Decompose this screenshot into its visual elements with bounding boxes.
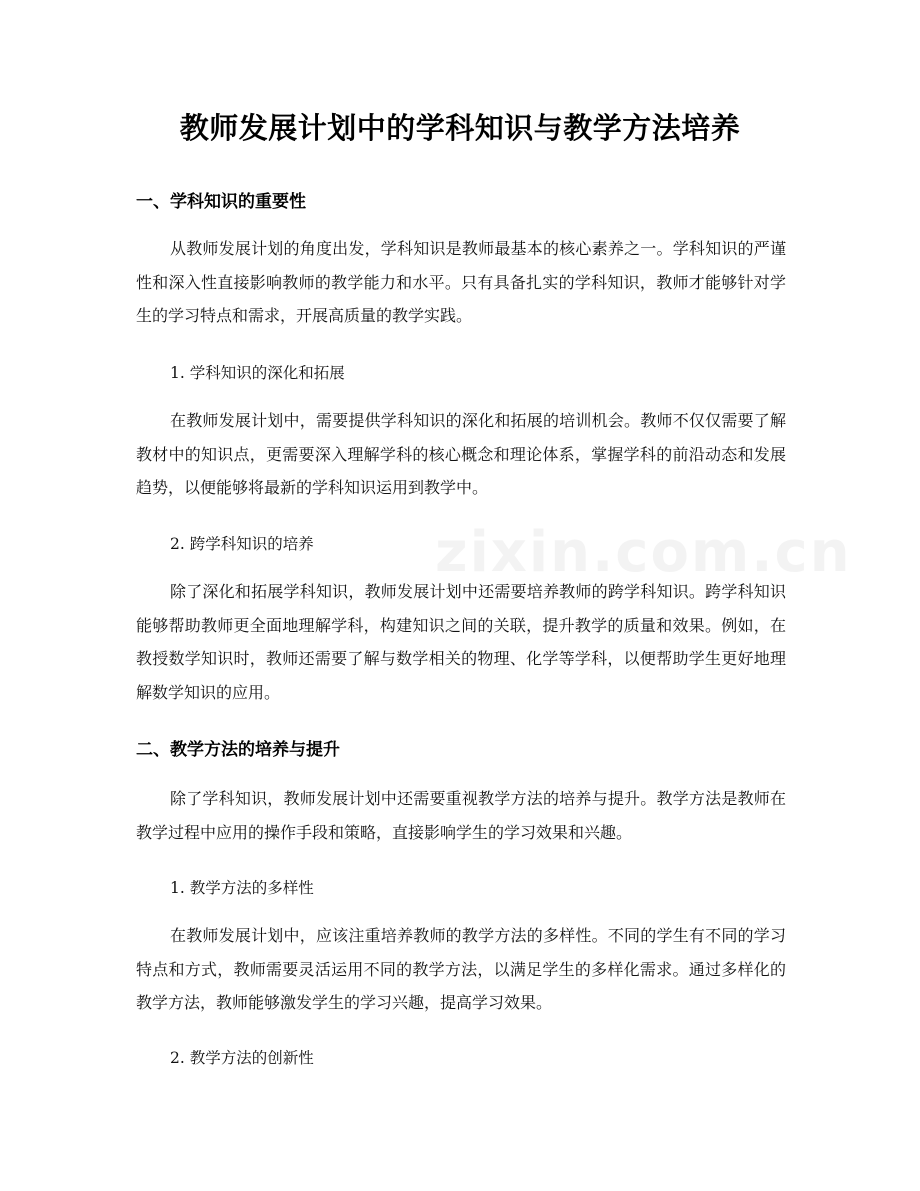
section-2-sub-1-heading: 1. 教学方法的多样性 — [170, 879, 314, 897]
section-1-sub-1-heading: 1. 学科知识的深化和拓展 — [170, 364, 345, 382]
section-1-heading: 一、学科知识的重要性 — [136, 192, 306, 212]
section-1-sub-2-heading: 2. 跨学科知识的培养 — [170, 535, 314, 553]
section-2-intro: 除了学科知识，教师发展计划中还需要重视教学方法的培养与提升。教学方法是教师在教学过程中应用的操作手段和策略，直接影响学生的学习效果和兴趣。 — [136, 789, 786, 842]
section-2-sub-1-text: 在教师发展计划中，应该注重培养教师的教学方法的多样性。不同的学生有不同的学习特点和方式，教师需要灵活运用不同的教学方法，以满足学生的多样化需求。通过多样化的教学方法，教师能够激发学生的学习兴趣，提高学习效果。 — [136, 926, 786, 1012]
section-1-sub-1-text: 在教师发展计划中，需要提供学科知识的深化和拓展的培训机会。教师不仅仅需要了解教材中的知识点，更需要深入理解学科的核心概念和理论体系，掌握学科的前沿动态和发展趋势，以便能够将最新的学科知识运用到教学中。 — [136, 411, 786, 497]
document-title: 教师发展计划中的学科知识与教学方法培养 — [179, 111, 741, 145]
section-2-heading: 二、教学方法的培养与提升 — [136, 740, 340, 760]
section-1-sub-2-text: 除了深化和拓展学科知识，教师发展计划中还需要培养教师的跨学科知识。跨学科知识能够帮助教师更全面地理解学科，构建知识之间的关联，提升教学的质量和效果。例如，在教授数学知识时，教师还需要了解与数学相关的物理、化学等学科，以便帮助学生更好地理解数学知识的应用。 — [136, 582, 786, 702]
watermark: zixin.com.cn — [435, 520, 852, 585]
section-2-sub-2-heading: 2. 教学方法的创新性 — [170, 1049, 314, 1067]
section-1-intro: 从教师发展计划的角度出发，学科知识是教师最基本的核心素养之一。学科知识的严谨性和深入性直接影响教师的教学能力和水平。只有具备扎实的学科知识，教师才能够针对学生的学习特点和需求，开展高质量的教学实践。 — [136, 239, 786, 325]
